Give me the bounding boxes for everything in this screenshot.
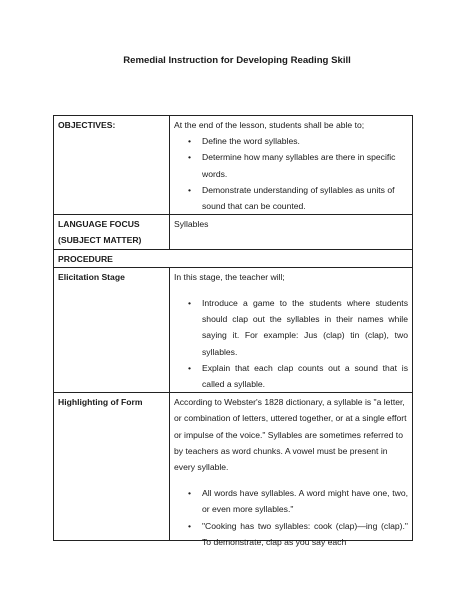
- bullet: •: [188, 136, 192, 147]
- list-item: • All words have syllables. A word might have one, two, or even more syllables.": [202, 485, 408, 517]
- list-item: • Introduce a game to the students where students should clap out the syllables in their names while saying it. For example: Jus (clap) tin (clap), two syllables.: [202, 295, 408, 360]
- document-title: Remedial Instruction for Developing Reading Skill: [123, 55, 351, 66]
- lesson-plan-table: [53, 115, 413, 547]
- list-item: • Explain that each clap counts out a sound that is called a syllable.: [202, 360, 408, 392]
- highlighting-label: Highlighting of Form: [54, 393, 170, 540]
- highlighting-content: [170, 393, 413, 547]
- elicitation-list: [174, 295, 408, 392]
- language-focus-value: Syllables: [170, 215, 413, 249]
- highlighting-row: [54, 393, 413, 540]
- objectives-label: OBJECTIVES:: [54, 116, 170, 215]
- bullet: •: [188, 488, 192, 499]
- bullet: •: [188, 298, 192, 309]
- procedure-row: [54, 249, 413, 267]
- bullet: •: [188, 362, 192, 373]
- language-focus-label: LANGUAGE FOCUS (SUBJECT MATTER): [54, 215, 170, 249]
- list-item: • Determine how many syllables are there in specific words.: [202, 149, 408, 181]
- objectives-row: [54, 116, 413, 215]
- highlighting-paragraph: According to Webster's 1828 dictionary, a syllable is "a letter, or combination of letters, uttered together, or at a single effort or impulse of the voice." Syllables are sometimes referred to by teachers as word chunks. A vowel must be present in every syllable.: [174, 397, 407, 473]
- list-item: • "Cooking has two syllables: cook (clap)—ing (clap)." To demonstrate, clap as you say each: [202, 518, 408, 540]
- elicitation-row: [54, 267, 413, 392]
- language-focus-row: [54, 215, 413, 249]
- elicitation-intro: In this stage, the teacher will;: [174, 271, 285, 282]
- procedure-heading: PROCEDURE: [54, 249, 413, 267]
- elicitation-label: Elicitation Stage: [54, 267, 170, 392]
- objectives-content: [170, 116, 413, 215]
- objectives-intro: At the end of the lesson, students shall be able to;: [174, 120, 365, 130]
- elicitation-content: [170, 267, 413, 392]
- objectives-list: [174, 133, 408, 214]
- bullet: •: [188, 152, 192, 163]
- list-item: • Demonstrate understanding of syllables as units of sound that can be counted.: [202, 182, 408, 214]
- list-item: • Define the word syllables.: [202, 133, 408, 149]
- bullet: •: [188, 520, 192, 531]
- highlighting-list: [174, 485, 408, 547]
- bullet: •: [188, 184, 192, 195]
